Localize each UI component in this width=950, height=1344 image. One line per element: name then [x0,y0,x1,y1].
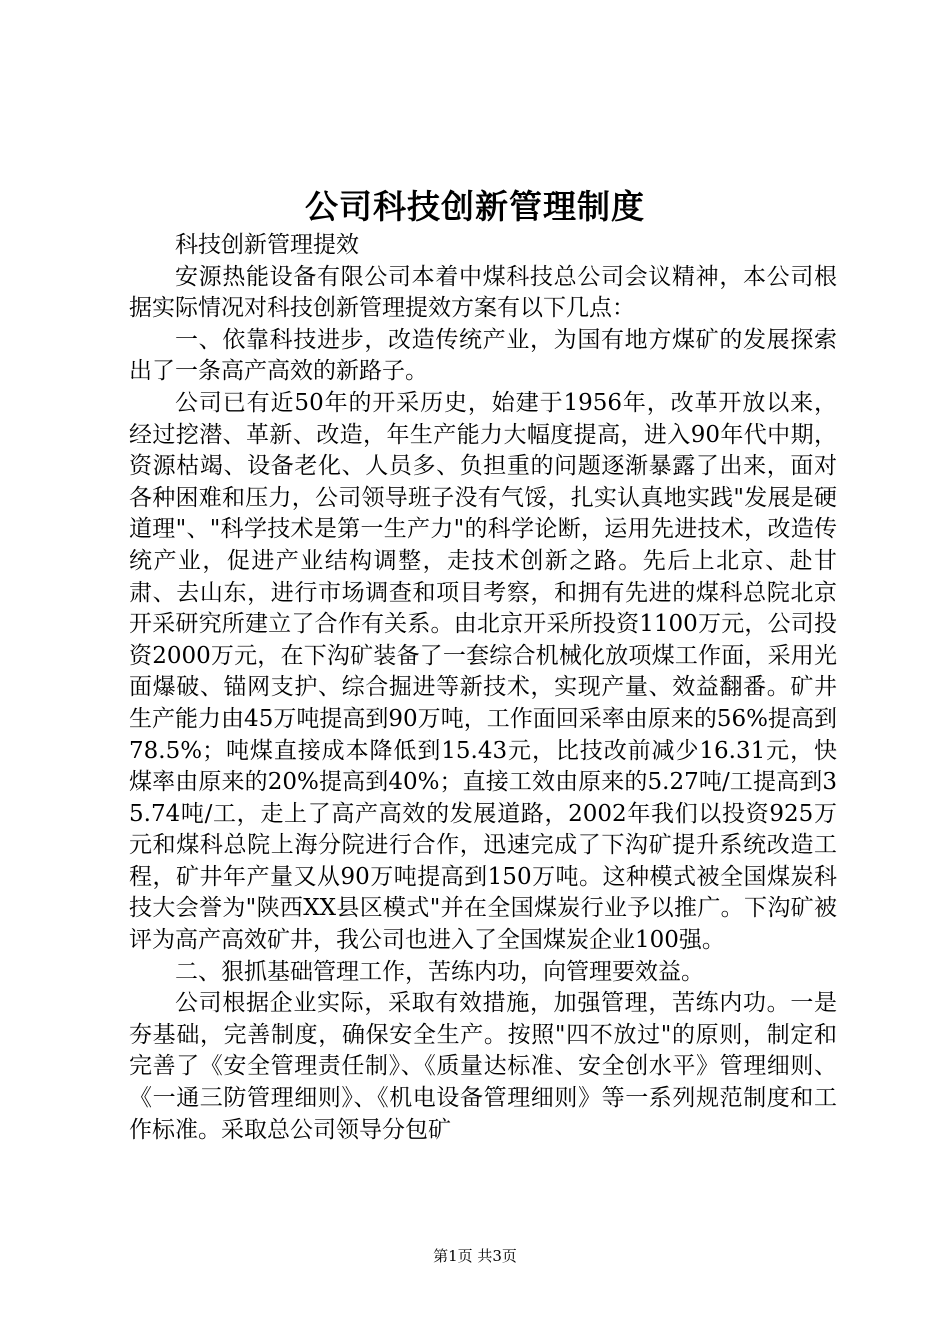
paragraph-section-1-body: 公司已有近50年的开采历史，始建于1956年，改革开放以来，经过挖潜、革新、改造，年生产能力大幅度提高，进入90年代中期，资源枯竭、设备老化、人员多、负担重的问题逐渐暴露了出来，面对各种困难和压力，公司领导班子没有气馁，扎实认真地实践"发展是硬道理"、"科学技术是第一生产力"的科学论断，运用先进技术，改造传统产业，促进产业结构调整，走技术创新之路。先后上北京、赴甘肃、去山东，进行市场调查和项目考察，和拥有先进的煤科总院北京开采研究所建立了合作有关系。由北京开采所投资1100万元，公司投资2000万元，在下沟矿装备了一套综合机械化放项煤工作面，采用光面爆破、锚网支护、综合掘进等新技术，实现产量、效益翻番。矿井生产能力由45万吨提高到90万吨，工作面回采率由原来的56%提高到78.5%；吨煤直接成本降低到15.43元，比技改前减少16.31元，快煤率由原来的20%提高到40%；直接工效由原来的5.27吨/工提高到35.74吨/工，走上了高产高效的发展道路，2002年我们以投资925万元和煤科总院上海分院进行合作，迅速完成了下沟矿提升系统改造工程，矿井年产量又从90万吨提高到150万吨。这种模式被全国煤炭科技大会誉为"陕西XX县区模式"并在全国煤炭行业予以推广。下沟矿被评为高产高效矿井，我公司也进入了全国煤炭企业100强。 [129,389,837,954]
page-title: 公司科技创新管理制度 [305,187,645,226]
paragraph-section-1-heading: 一、依靠科技进步，改造传统产业，为国有地方煤矿的发展探索出了一条高产高效的新路子。 [129,326,837,385]
paragraph-section-2-body: 公司根据企业实际，采取有效措施，加强管理，苦练内功。一是夯基础，完善制度，确保安全生产。按照"四不放过"的原则，制定和完善了《安全管理责任制》、《质量达标准、安全创水平》管理细则、《一通三防管理细则》、《机电设备管理细则》等一系列规范制度和工作标准。采取总公司领导分包矿 [129,990,837,1143]
paragraph-subtitle: 科技创新管理提效 [175,232,359,258]
paragraph-section-2-heading: 二、狠抓基础管理工作，苦练内功，向管理要效益。 [175,958,704,985]
document-body [129,230,837,1146]
page-footer: 第1页 共3页 [433,1247,517,1265]
paragraph-intro: 安源热能设备有限公司本着中煤科技总公司会议精神，本公司根据实际情况对科技创新管理提效方案有以下几点： [129,263,837,322]
